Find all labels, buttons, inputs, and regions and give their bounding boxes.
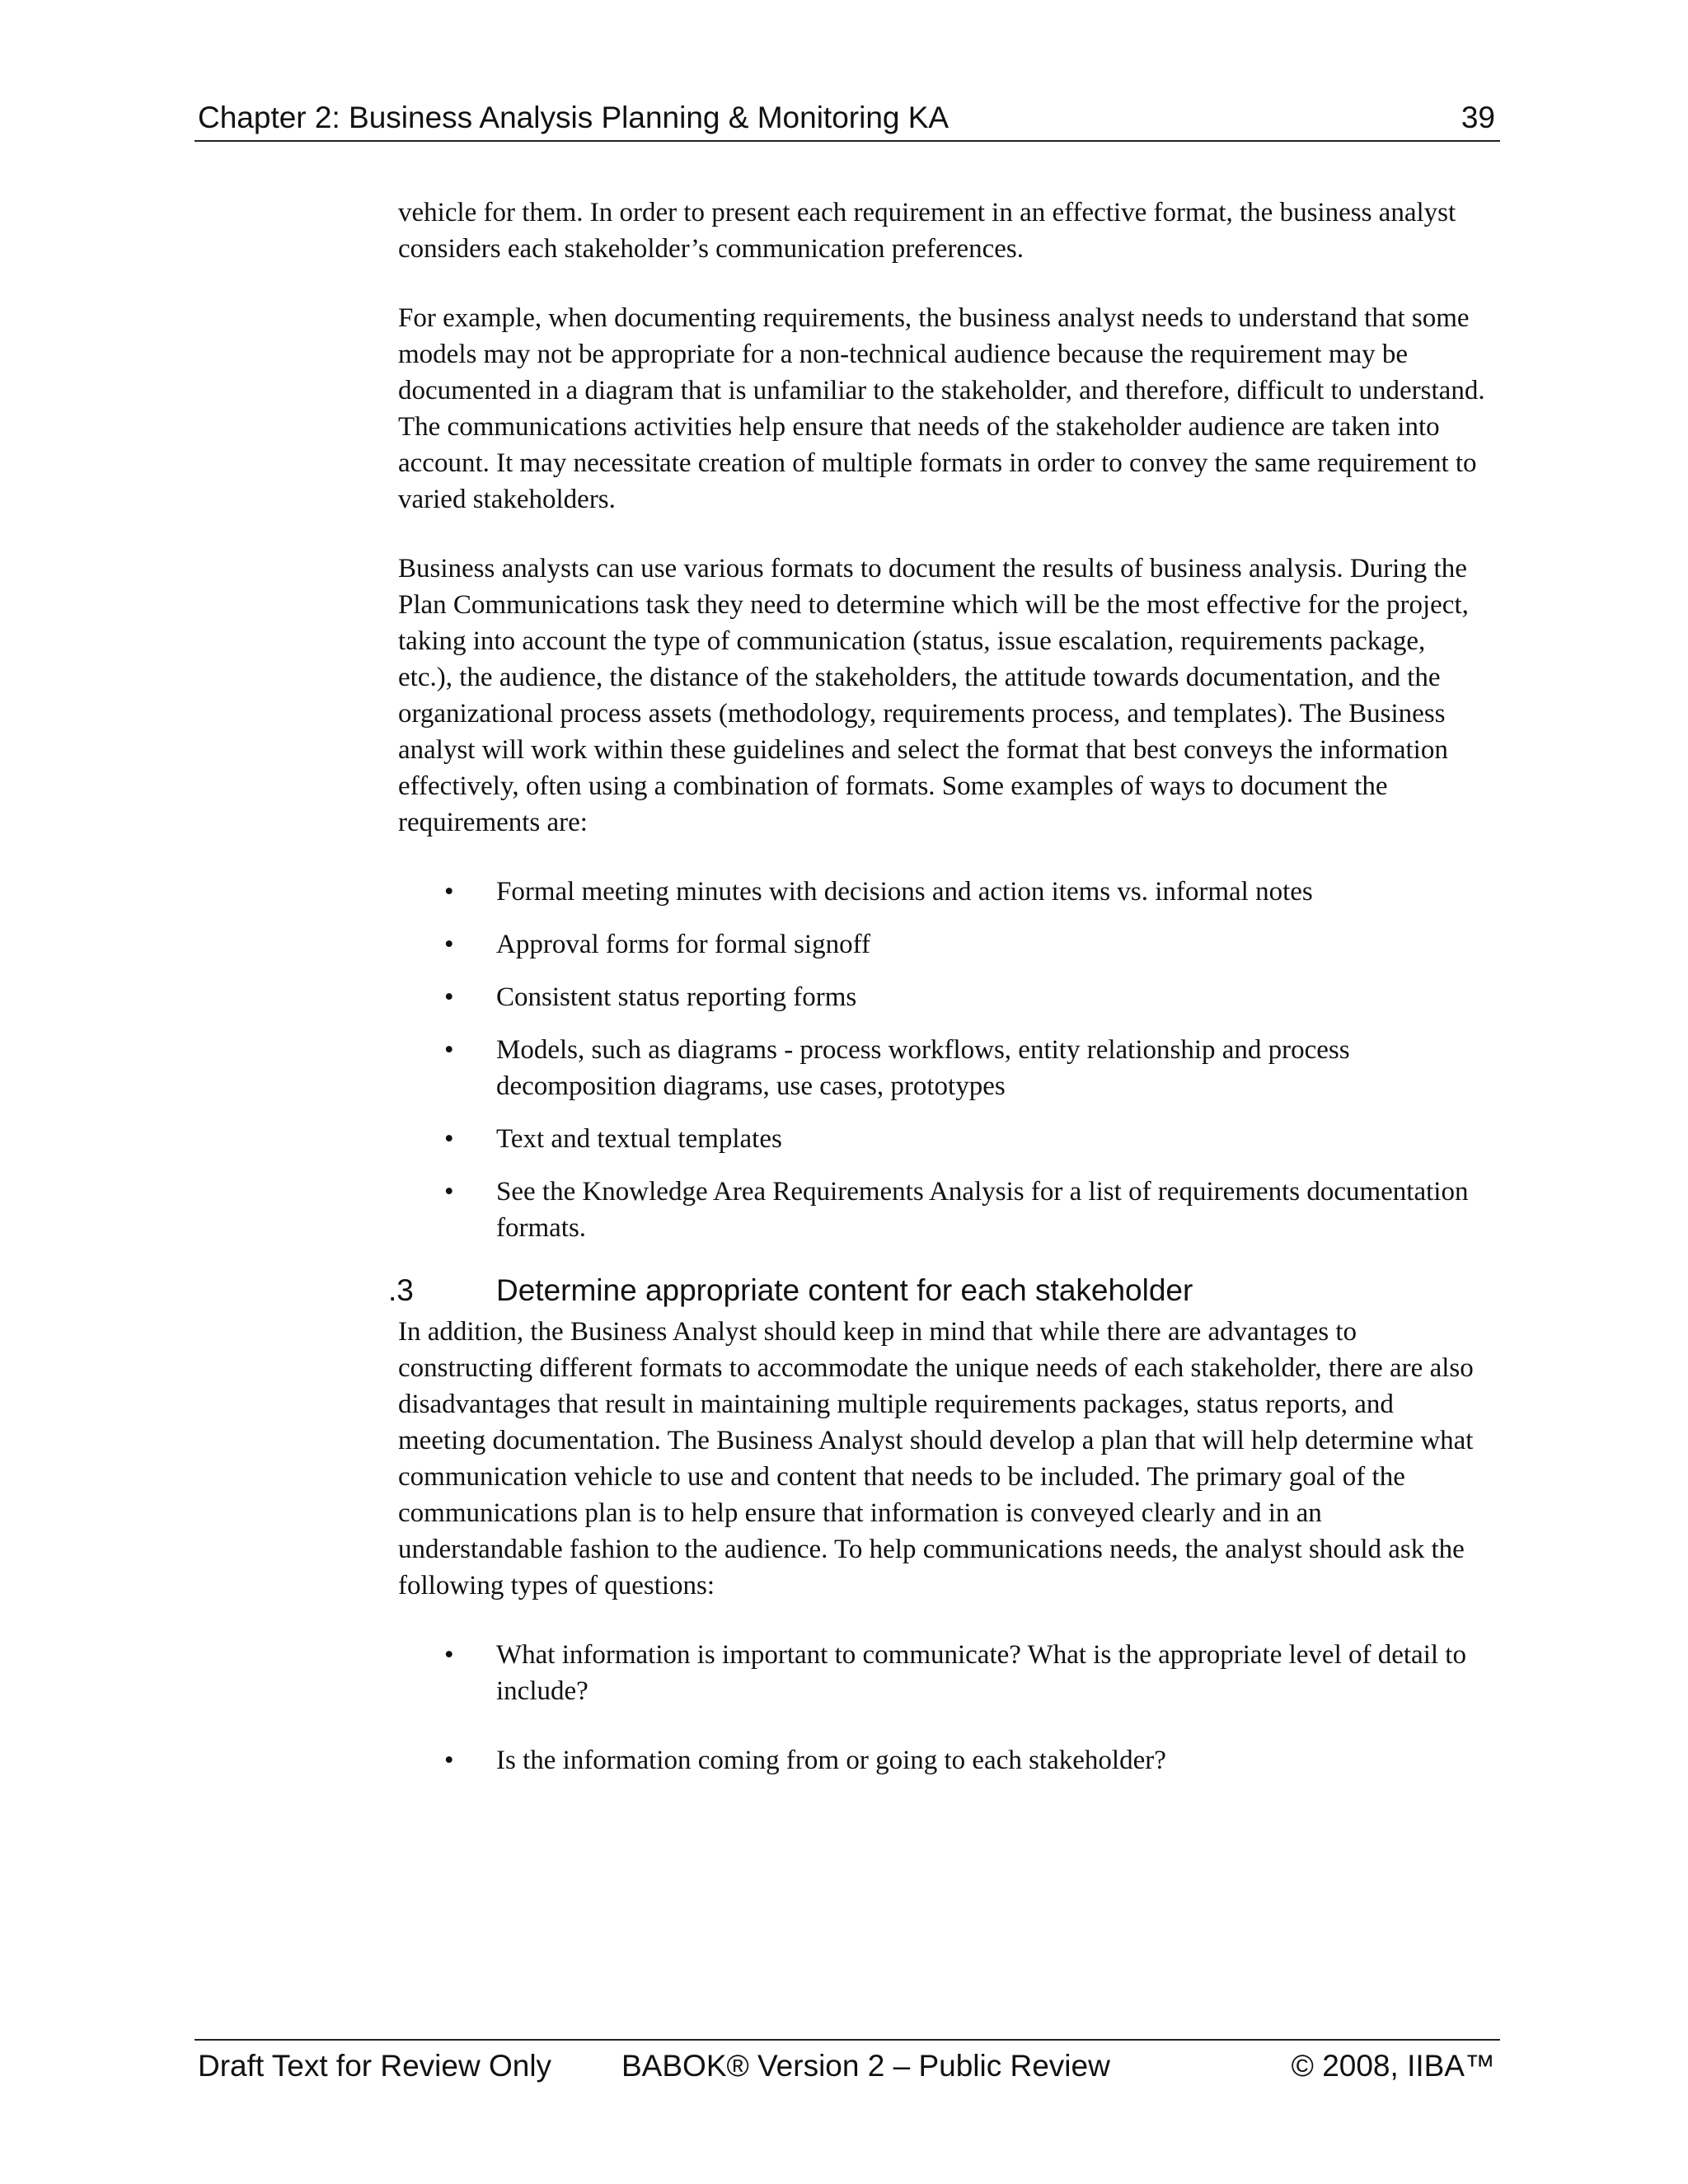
list-item-text: Is the information coming from or going to each stakeholder? <box>496 1746 1166 1775</box>
bullet-icon: • <box>444 1177 454 1207</box>
list-item <box>398 1121 1486 1157</box>
list-item-text: Text and textual templates <box>496 1124 782 1154</box>
list-item <box>398 1032 1486 1104</box>
bullet-icon: • <box>444 1124 454 1154</box>
list-item <box>398 1174 1486 1246</box>
format-list <box>398 874 1486 1246</box>
footer-version: BABOK® Version 2 – Public Review <box>621 2049 1110 2083</box>
list-item <box>398 926 1486 963</box>
bullet-icon: • <box>444 877 454 907</box>
page-body <box>388 194 1486 1811</box>
paragraph: vehicle for them. In order to present each requirement in an effective format, the business analyst considers each stakeholder’s communication preferences. <box>398 198 1456 264</box>
bullet-icon: • <box>444 982 454 1012</box>
bullet-icon: • <box>444 930 454 959</box>
list-item-text: Models, such as diagrams - process workflows, entity relationship and process decomposition diagrams, use cases, prototypes <box>496 1035 1350 1101</box>
list-item-text: Approval forms for formal signoff <box>496 930 870 959</box>
section-heading <box>388 1269 1486 1312</box>
list-item <box>398 874 1486 910</box>
list-item-text: What information is important to communicate? What is the appropriate level of detail to include? <box>496 1640 1466 1706</box>
paragraph: In addition, the Business Analyst should keep in mind that while there are advantages to constructing different formats to accommodate the unique needs of each stakeholder, there are also disadvantages that result in maintaining multiple requirements packages, status reports, and meeting documentation. The Business Analyst should develop a plan that will help determine what communication vehicle to use and content that needs to be included. The primary goal of the communications plan is to help ensure that information is conveyed clearly and in an understandable fashion to the audience. To help communications needs, the analyst should ask the following types of questions: <box>398 1317 1474 1601</box>
page-footer <box>195 2039 1500 2088</box>
section-number: .3 <box>388 1273 414 1307</box>
section-title: Determine appropriate content for each stakeholder <box>496 1273 1193 1307</box>
paragraph: For example, when documenting requirements, the business analyst needs to understand that some models may not be appropriate for a non-technical audience because the requirement may be documented in a diagram that is unfamiliar to the stakeholder, and therefore, difficult to understand. The communications activities help ensure that needs of the stakeholder audience are taken into account. It may necessitate creation of multiple formats in order to convey the same requirement to varied stakeholders. <box>398 303 1485 514</box>
paragraph: Business analysts can use various formats to document the results of business analysis. During the Plan Communications task they need to determine which will be the most effective for the project, taking into account the type of communication (status, issue escalation, requirements package, etc.), the audience, the distance of the stakeholders, the attitude towards documentation, and the organizational process assets (methodology, requirements process, and templates). The Business analyst will work within these guidelines and select the format that best conveys the information effectively, often using a combination of formats. Some examples of ways to document the requirements are: <box>398 554 1469 837</box>
page-number: 39 <box>1461 101 1495 134</box>
list-item-text: See the Knowledge Area Requirements Analysis for a list of requirements documentation formats. <box>496 1177 1469 1243</box>
bullet-icon: • <box>444 1035 454 1065</box>
footer-copyright: © 2008, IIBA™ <box>1291 2049 1495 2083</box>
footer-draft-note: Draft Text for Review Only <box>198 2049 552 2083</box>
list-item <box>398 1742 1486 1779</box>
question-list <box>398 1637 1486 1779</box>
list-item-text: Formal meeting minutes with decisions and action items vs. informal notes <box>496 877 1313 907</box>
list-item <box>398 1637 1486 1709</box>
chapter-title: Chapter 2: Business Analysis Planning & Monitoring KA <box>198 101 950 134</box>
bullet-icon: • <box>444 1746 454 1775</box>
page-header <box>195 97 1500 142</box>
bullet-icon: • <box>444 1640 454 1670</box>
list-item <box>398 979 1486 1015</box>
list-item-text: Consistent status reporting forms <box>496 982 857 1012</box>
